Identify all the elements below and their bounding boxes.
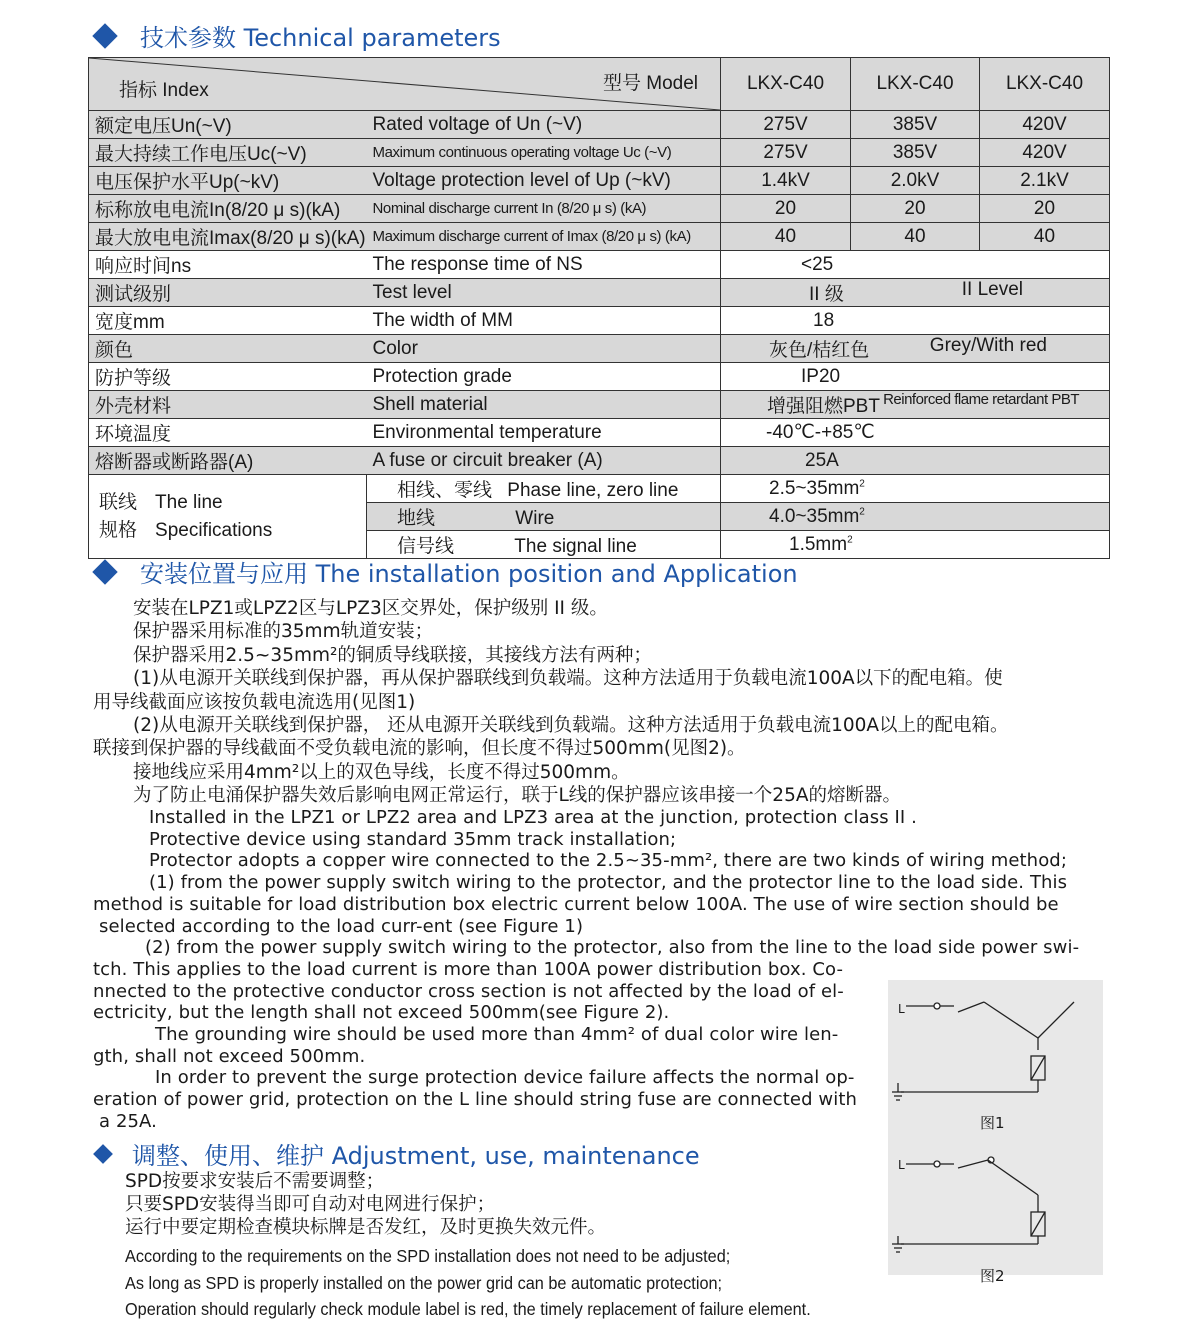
row-label-en: Environmental temperature [367,419,721,447]
section-installation [96,554,798,589]
row-value: 40 [980,223,1110,251]
row-label-cn: 电压保护水平Up(~kV) [89,167,367,195]
row-label-en: Protection grade [367,363,721,391]
paragraph-line: 为了防止电涌保护器失效后影响电网正常运行，联于L线的保护器应该串接一个25A的熔断器。 [133,785,902,807]
row-label-en: Nominal discharge current In (8/20 μ s) (kA) [367,195,721,223]
table-row [89,307,1110,335]
header-index: 指标 Index [119,80,209,101]
row-value: 420V [980,139,1110,167]
sub-label-en: Wire [515,508,555,529]
maintenance-line-cn: SPD按要求安装后不需要调整； [125,1171,385,1192]
row-value: 40 [721,223,851,251]
section-title: 技术参数 Technical parameters [140,24,501,52]
diamond-bullet-icon [92,23,117,48]
paragraph-line: tch. This applies to the load current is more than 100A power distribution box. Co- [93,958,844,980]
value-en: Grey/With red [929,335,1047,356]
row-label-cn: 颜色 [89,335,367,363]
sub-label-cn: 信号线 [397,536,455,557]
figure-1-caption: 图1 [980,1114,1005,1132]
model-name: LKX-C40 [851,58,980,111]
spec-label-en: Specifications [155,519,273,541]
table-row [89,475,1110,503]
row-label-en: Voltage protection level of Up (~kV) [367,167,721,195]
section-title: 调整、使用、维护 Adjustment, use, maintenance [132,1142,700,1170]
row-label-en: Rated voltage of Un (~V) [367,111,721,139]
paragraph-line: Installed in the LPZ1 or LPZ2 area and LPZ3 area at the junction, protection class II . [149,807,917,828]
section-title: 安装位置与应用 The installation position and Application [140,560,798,588]
wiring-diagrams-panel [888,980,1103,1285]
paragraph-line: nnected to the protective conductor cross section is not affected by the load of el- [93,980,844,1002]
paragraph-line: (2)从电源开关联线到保护器， 还从电源开关联线到负载端。这种方法适用于负载电流100A以上的配电箱。 [133,715,1009,737]
line-label-cn: 联线 [99,491,138,513]
row-label-en: Maximum continuous operating voltage Uc (~V) [367,139,721,167]
row-value [721,335,1110,363]
table-row [89,167,1110,195]
row-value: 420V [980,111,1110,139]
value-text: 4.0~35mm [769,505,860,527]
header-index-model-cell [89,58,721,111]
row-label-cn: 响应时间ns [89,251,367,279]
row-label-cn: 测试级别 [89,279,367,307]
superscript: 2 [859,478,865,490]
section-maintenance [96,1136,700,1171]
paragraph-line: gth, shall not exceed 500mm. [93,1045,366,1067]
row-value: -40℃-+85℃ [721,419,1110,447]
paragraph-line: In order to prevent the surge protection device failure affects the normal op- [155,1067,855,1089]
paragraph-line: a 25A. [99,1110,157,1132]
table-row [89,335,1110,363]
value-en: Reinforced flame retardant PBT [883,391,1079,408]
paragraph-line: eration of power grid, protection on the L line should string fuse are connected with [93,1089,858,1111]
paragraph-line: 用导线截面应该按负载电流选用(见图1) [93,691,416,713]
sub-row-label [367,475,721,503]
sub-label-cn: 地线 [397,508,436,529]
row-label-cn: 外壳材料 [89,391,367,419]
row-label-en: Shell material [367,391,721,419]
row-label-cn: 最大持续工作电压Uc(~V) [89,139,367,167]
paragraph-line: (1)从电源开关联线到保护器，再从保护器联线到负载端。这种方法适用于负载电流100A以下的配电箱。使 [133,668,1003,690]
row-value: 25A [721,447,1110,475]
spec-label-cn: 规格 [99,519,138,541]
row-label-cn: 防护等级 [89,363,367,391]
value-en: II Level [961,279,1023,300]
header-model: 型号 Model [602,73,698,94]
paragraph-line: method is suitable for load distribution box electric current below 100A. The use of wire section should be [93,893,1059,915]
value-cn: 灰色/桔红色 [769,340,870,361]
row-label-cn: 宽度mm [89,307,367,335]
row-value: 20 [721,195,851,223]
paragraph-line: Protective device using standard 35mm track installation; [149,828,677,850]
row-value: <25 [721,251,1110,279]
sub-row-label [367,503,721,531]
sub-label-en: Phase line, zero line [507,480,679,501]
table-row [89,447,1110,475]
row-value: 275V [721,139,851,167]
paragraph-line: ectricity, but the length shall not exceed 500mm(see Figure 2). [93,1002,670,1024]
row-label-en: A fuse or circuit breaker (A) [367,447,721,475]
row-label-cn: 标称放电电流In(8/20 μ s)(kA) [89,195,367,223]
model-name: LKX-C40 [980,58,1110,111]
figure-1-diagram [892,1002,1074,1100]
row-label-cn: 额定电压Un(~V) [89,111,367,139]
row-label-en: The response time of NS [367,251,721,279]
row-value: 18 [721,307,1110,335]
figure-1-L-label: L [898,1002,905,1016]
row-label-cn: 熔断器或断路器(A) [89,447,367,475]
row-value: 385V [851,139,980,167]
paragraph-line: 安装在LPZ1或LPZ2区与LPZ3区交界处，保护级别 II 级。 [133,598,608,619]
table-row [89,279,1110,307]
row-label-cn: 最大放电电流Imax(8/20 μ s)(kA) [89,223,367,251]
row-value: 20 [851,195,980,223]
row-value: 2.1kV [980,167,1110,195]
paragraph-line: The grounding wire should be used more than 4mm² of dual color wire len- [155,1024,839,1046]
row-value [721,279,1110,307]
diamond-bullet-icon [92,559,117,584]
table-header-row [89,58,1110,111]
table-row [89,251,1110,279]
row-value [721,391,1110,419]
line-spec-label [89,475,367,559]
value-text: 2.5~35mm [769,477,860,499]
section-technical-parameters [96,18,501,53]
row-value: 1.4kV [721,167,851,195]
row-value [721,503,1110,531]
row-label-cn: 环境温度 [89,419,367,447]
sub-label-cn: 相线、零线 [397,480,493,501]
model-name: LKX-C40 [721,58,851,111]
figure-2-caption: 图2 [980,1267,1005,1285]
technical-parameters-table [88,57,1110,559]
superscript: 2 [847,534,853,546]
row-label-en: Test level [367,279,721,307]
value-text: 1.5mm [789,533,848,555]
paragraph-line: 接地线应采用4mm²以上的双色导线，长度不得过500mm。 [133,761,630,783]
value-cn: 增强阻燃PBT [767,396,880,417]
row-value: IP20 [721,363,1110,391]
table-row [89,223,1110,251]
paragraph-line: 保护器采用2.5~35mm²的铜质导线联接，其接线方法有两种； [133,644,652,666]
row-value: 40 [851,223,980,251]
table-row [89,139,1110,167]
maintenance-line-en: As long as SPD is properly installed on the power grid can be automatic protection; [125,1273,723,1293]
figure-2-L-label: L [898,1158,905,1172]
sub-label-en: The signal line [514,536,637,557]
row-value: 385V [851,111,980,139]
row-value: 20 [980,195,1110,223]
superscript: 2 [859,506,865,518]
paragraph-line: (1) from the power supply switch wiring to the protector, and the protector line to the load side. This [149,872,1068,894]
paragraph-line: (2) from the power supply switch wiring to the protector, also from the line to the load side power swi- [145,937,1080,959]
paragraph-line: 联接到保护器的导线截面不受负载电流的影响，但长度不得过500mm(见图2)。 [93,738,746,760]
table-row [89,419,1110,447]
table-row [89,195,1110,223]
row-label-en: Maximum discharge current of Imax (8/20 μ s) (kA) [367,223,721,251]
maintenance-line-en: According to the requirements on the SPD installation does not need to be adjusted; [125,1246,731,1266]
paragraph-line: 保护器采用标准的35mm轨道安装； [133,621,434,643]
row-value: 275V [721,111,851,139]
table-row [89,391,1110,419]
diamond-bullet-icon [93,1144,113,1164]
installation-text-cn [93,597,1009,808]
table-row [89,111,1110,139]
row-value [721,475,1110,503]
line-label-en: The line [155,491,223,513]
row-label-en: The width of MM [367,307,721,335]
maintenance-line-en: Operation should regularly check module label is red, the timely replacement of failure element. [125,1299,811,1319]
paragraph-line: Protector adopts a copper wire connected to the 2.5~35-mm², there are two kinds of wiring method; [149,850,1067,872]
maintenance-line-cn: 只要SPD安装得当即可自动对电网进行保护； [125,1194,496,1215]
value-cn: II 级 [809,284,844,305]
row-value: 2.0kV [851,167,980,195]
table-row [89,363,1110,391]
row-label-en: Color [367,335,721,363]
figure-2-diagram [892,1157,1045,1252]
maintenance-line-cn: 运行中要定期检查模块标牌是否发红，及时更换失效元件。 [125,1217,607,1238]
paragraph-line: selected according to the load curr-ent (see Figure 1) [99,915,584,937]
